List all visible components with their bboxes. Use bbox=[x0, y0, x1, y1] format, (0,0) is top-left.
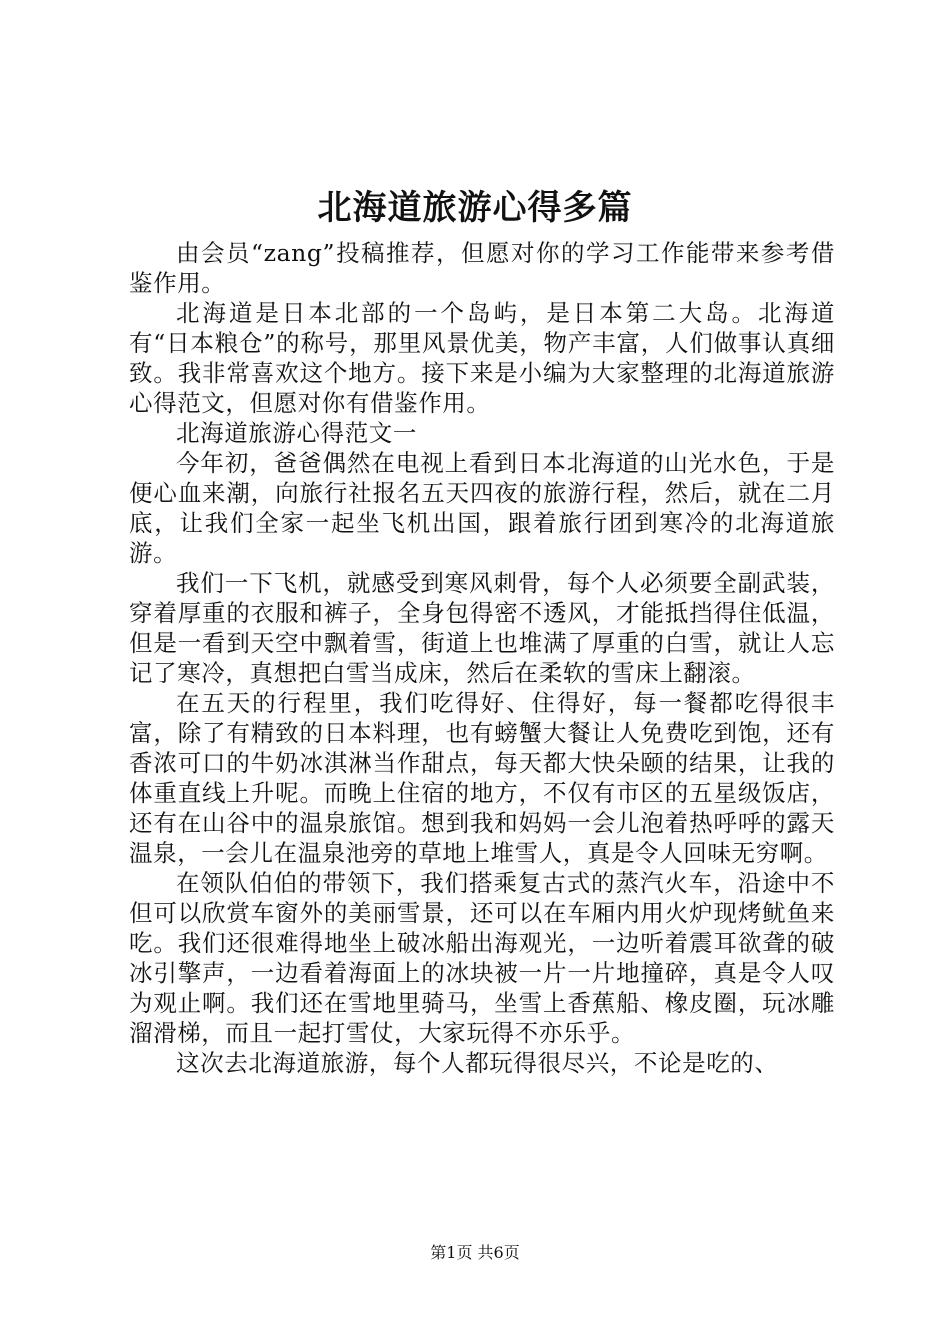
paragraph-trip-plan: 今年初，爸爸偶然在电视上看到日本北海道的山光水色，于是便心血来潮，向旅行社报名五天四夜的旅游行程，然后，就在二月底，让我们全家一起坐飞机出国，跟着旅行团到寒冷的北海道旅游。 bbox=[129, 449, 835, 567]
paragraph-arrival-snow: 我们一下飞机，就感受到寒风刺骨，每个人必须要全副武装，穿着厚重的衣服和裤子，全身包得密不透风，才能抵挡得住低温，但是一看到天空中飘着雪，街道上也堆满了厚重的白雪，就让人忘记了寒冷，真想把白雪当成床，然后在柔软的雪床上翻滚。 bbox=[129, 569, 835, 687]
page-number-footer: 第1页 共6页 bbox=[430, 1243, 520, 1262]
paragraph-food-lodging: 在五天的行程里，我们吃得好、住得好，每一餐都吃得很丰富，除了有精致的日本料理，也有螃蟹大餐让人免费吃到饱，还有香浓可口的牛奶冰淇淋当作甜点，每天都大快朵颐的结果，让我的体重直线上升呢。而晚上住宿的地方，不仅有市区的五星级饭店，还有在山谷中的温泉旅馆。想到我和妈妈一会儿泡着热呼呼的露天温泉，一会儿在温泉池旁的草地上堆雪人，真是令人回味无穷啊。 bbox=[129, 689, 835, 867]
paragraph-activities: 在领队伯伯的带领下，我们搭乘复古式的蒸汽火车，沿途中不但可以欣赏车窗外的美丽雪景，还可以在车厢内用火炉现烤鱿鱼来吃。我们还很难得地坐上破冰船出海观光，一边听着震耳欲聋的破冰引擎声，一边看着海面上的冰块被一片一片地撞碎，真是令人叹为观止啊。我们还在雪地里骑马，坐雪上香蕉船、橡皮圈，玩冰雕溜滑梯，而且一起打雪仗，大家玩得不亦乐乎。 bbox=[129, 869, 835, 1047]
paragraph-hokkaido-overview: 北海道是日本北部的一个岛屿，是日本第二大岛。北海道有“日本粮仓”的称号，那里风景优美，物产丰富，人们做事认真细致。我非常喜欢这个地方。接下来是小编为大家整理的北海道旅游心得范文，但愿对你有借鉴作用。 bbox=[129, 299, 835, 417]
section-heading-essay-one: 北海道旅游心得范文一 bbox=[176, 419, 417, 447]
paragraph-intro: 由会员“zang”投稿推荐，但愿对你的学习工作能带来参考借鉴作用。 bbox=[129, 239, 835, 297]
paragraph-conclusion-start: 这次去北海道旅游，每个人都玩得很尽兴，不论是吃的、 bbox=[176, 1049, 779, 1077]
document-body bbox=[129, 238, 835, 1078]
document-title: 北海道旅游心得多篇 bbox=[317, 188, 633, 228]
